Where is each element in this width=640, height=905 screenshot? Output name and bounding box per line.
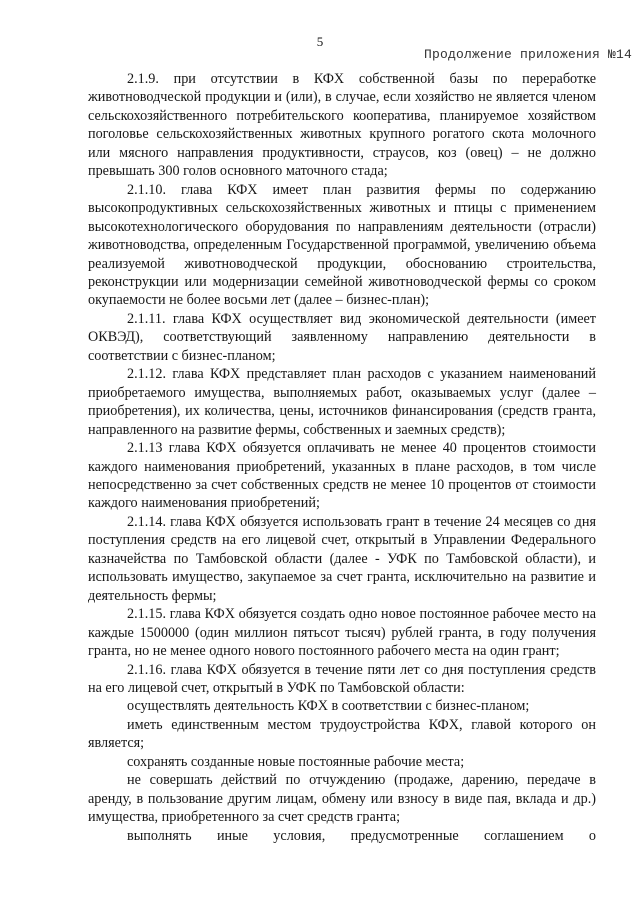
obligation-item: сохранять созданные новые постоянные рабочие места; <box>127 753 465 770</box>
document-body <box>88 70 596 845</box>
obligation-item: иметь единственным местом трудоустройства КФХ, главой которого он является; <box>88 716 596 752</box>
obligation-item: не совершать действий по отчуждению (продаже, дарению, передаче в аренду, в пользование другим лицам, обмену или взносу в виде пая, вклада и др.) имущества, приобретенного за счет средств гранта; <box>88 772 596 826</box>
paragraph-2-1-11: 2.1.11. глава КФХ осуществляет вид экономической деятельности (имеет ОКВЭД), соответствующий заявленному направлению деятельности в соответствии с бизнес-планом; <box>88 310 596 364</box>
paragraph-2-1-14: 2.1.14. глава КФХ обязуется использовать грант в течение 24 месяцев со дня поступления средств на его лицевой счет, открытый в Управлении Федерального казначейства по Тамбовской области (далее - УФК по Тамбовской области), и использовать имущество, закупаемое за счет гранта, исключительно на развитие и деятельность фермы; <box>88 513 596 604</box>
appendix-continuation-note: Продолжение приложения №14 <box>423 47 632 62</box>
paragraph-2-1-16: 2.1.16. глава КФХ обязуется в течение пяти лет со дня поступления средств на его лицевой счет, открытый в УФК по Тамбовской области: <box>88 661 596 696</box>
paragraph-2-1-13: 2.1.13 глава КФХ обязуется оплачивать не менее 40 процентов стоимости каждого наименования приобретений, указанных в плане расходов, в том числе непосредственно за счет собственных средств не менее 10 процентов от стоимости каждого наименования приобретений; <box>88 440 596 512</box>
page-number: 5 <box>316 34 324 49</box>
paragraph-2-1-12: 2.1.12. глава КФХ представляет план расходов с указанием наименований приобретаемого имущества, выполняемых работ, оказываемых услуг (далее – приобретения), их количества, цены, источников финансирования (средств гранта, направленного на развитие фермы, собственных и заемных средств); <box>88 366 596 438</box>
obligation-item: осуществлять деятельность КФХ в соответствии с бизнес-планом; <box>127 698 530 715</box>
paragraph-2-1-10: 2.1.10. глава КФХ имеет план развития фермы по содержанию высокопродуктивных сельскохозяйственных животных и птицы с применением высокотехнологического оборудования по направлениям деятельности (отрасли) животноводства, определенным Государственной программой, увеличению объема реализуемой животноводческой продукции, обоснованию строительства, реконструкции или модернизации семейной животноводческой фермы со сроком окупаемости не более восьми лет (далее – бизнес-план); <box>88 181 596 309</box>
paragraph-2-1-9: 2.1.9. при отсутствии в КФХ собственной базы по переработке животноводческой продукции и (или), в случае, если хозяйство не является членом сельскохозяйственного потребительского кооператива, планируемое хозяйством поголовье сельскохозяйственных животных крупного рогатого скота молочного или мясного направления продуктивности, страусов, коз (овец) – не должно превышать 300 голов основного маточного стада; <box>88 71 596 180</box>
obligation-item: выполнять иные условия, предусмотренные соглашением о <box>127 827 596 844</box>
paragraph-2-1-15: 2.1.15. глава КФХ обязуется создать одно новое постоянное рабочее место на каждые 1500000 (один миллион пятьсот тысяч) рублей гранта, в году получения гранта, но не менее одного нового постоянного рабочего места на один грант; <box>88 606 596 660</box>
